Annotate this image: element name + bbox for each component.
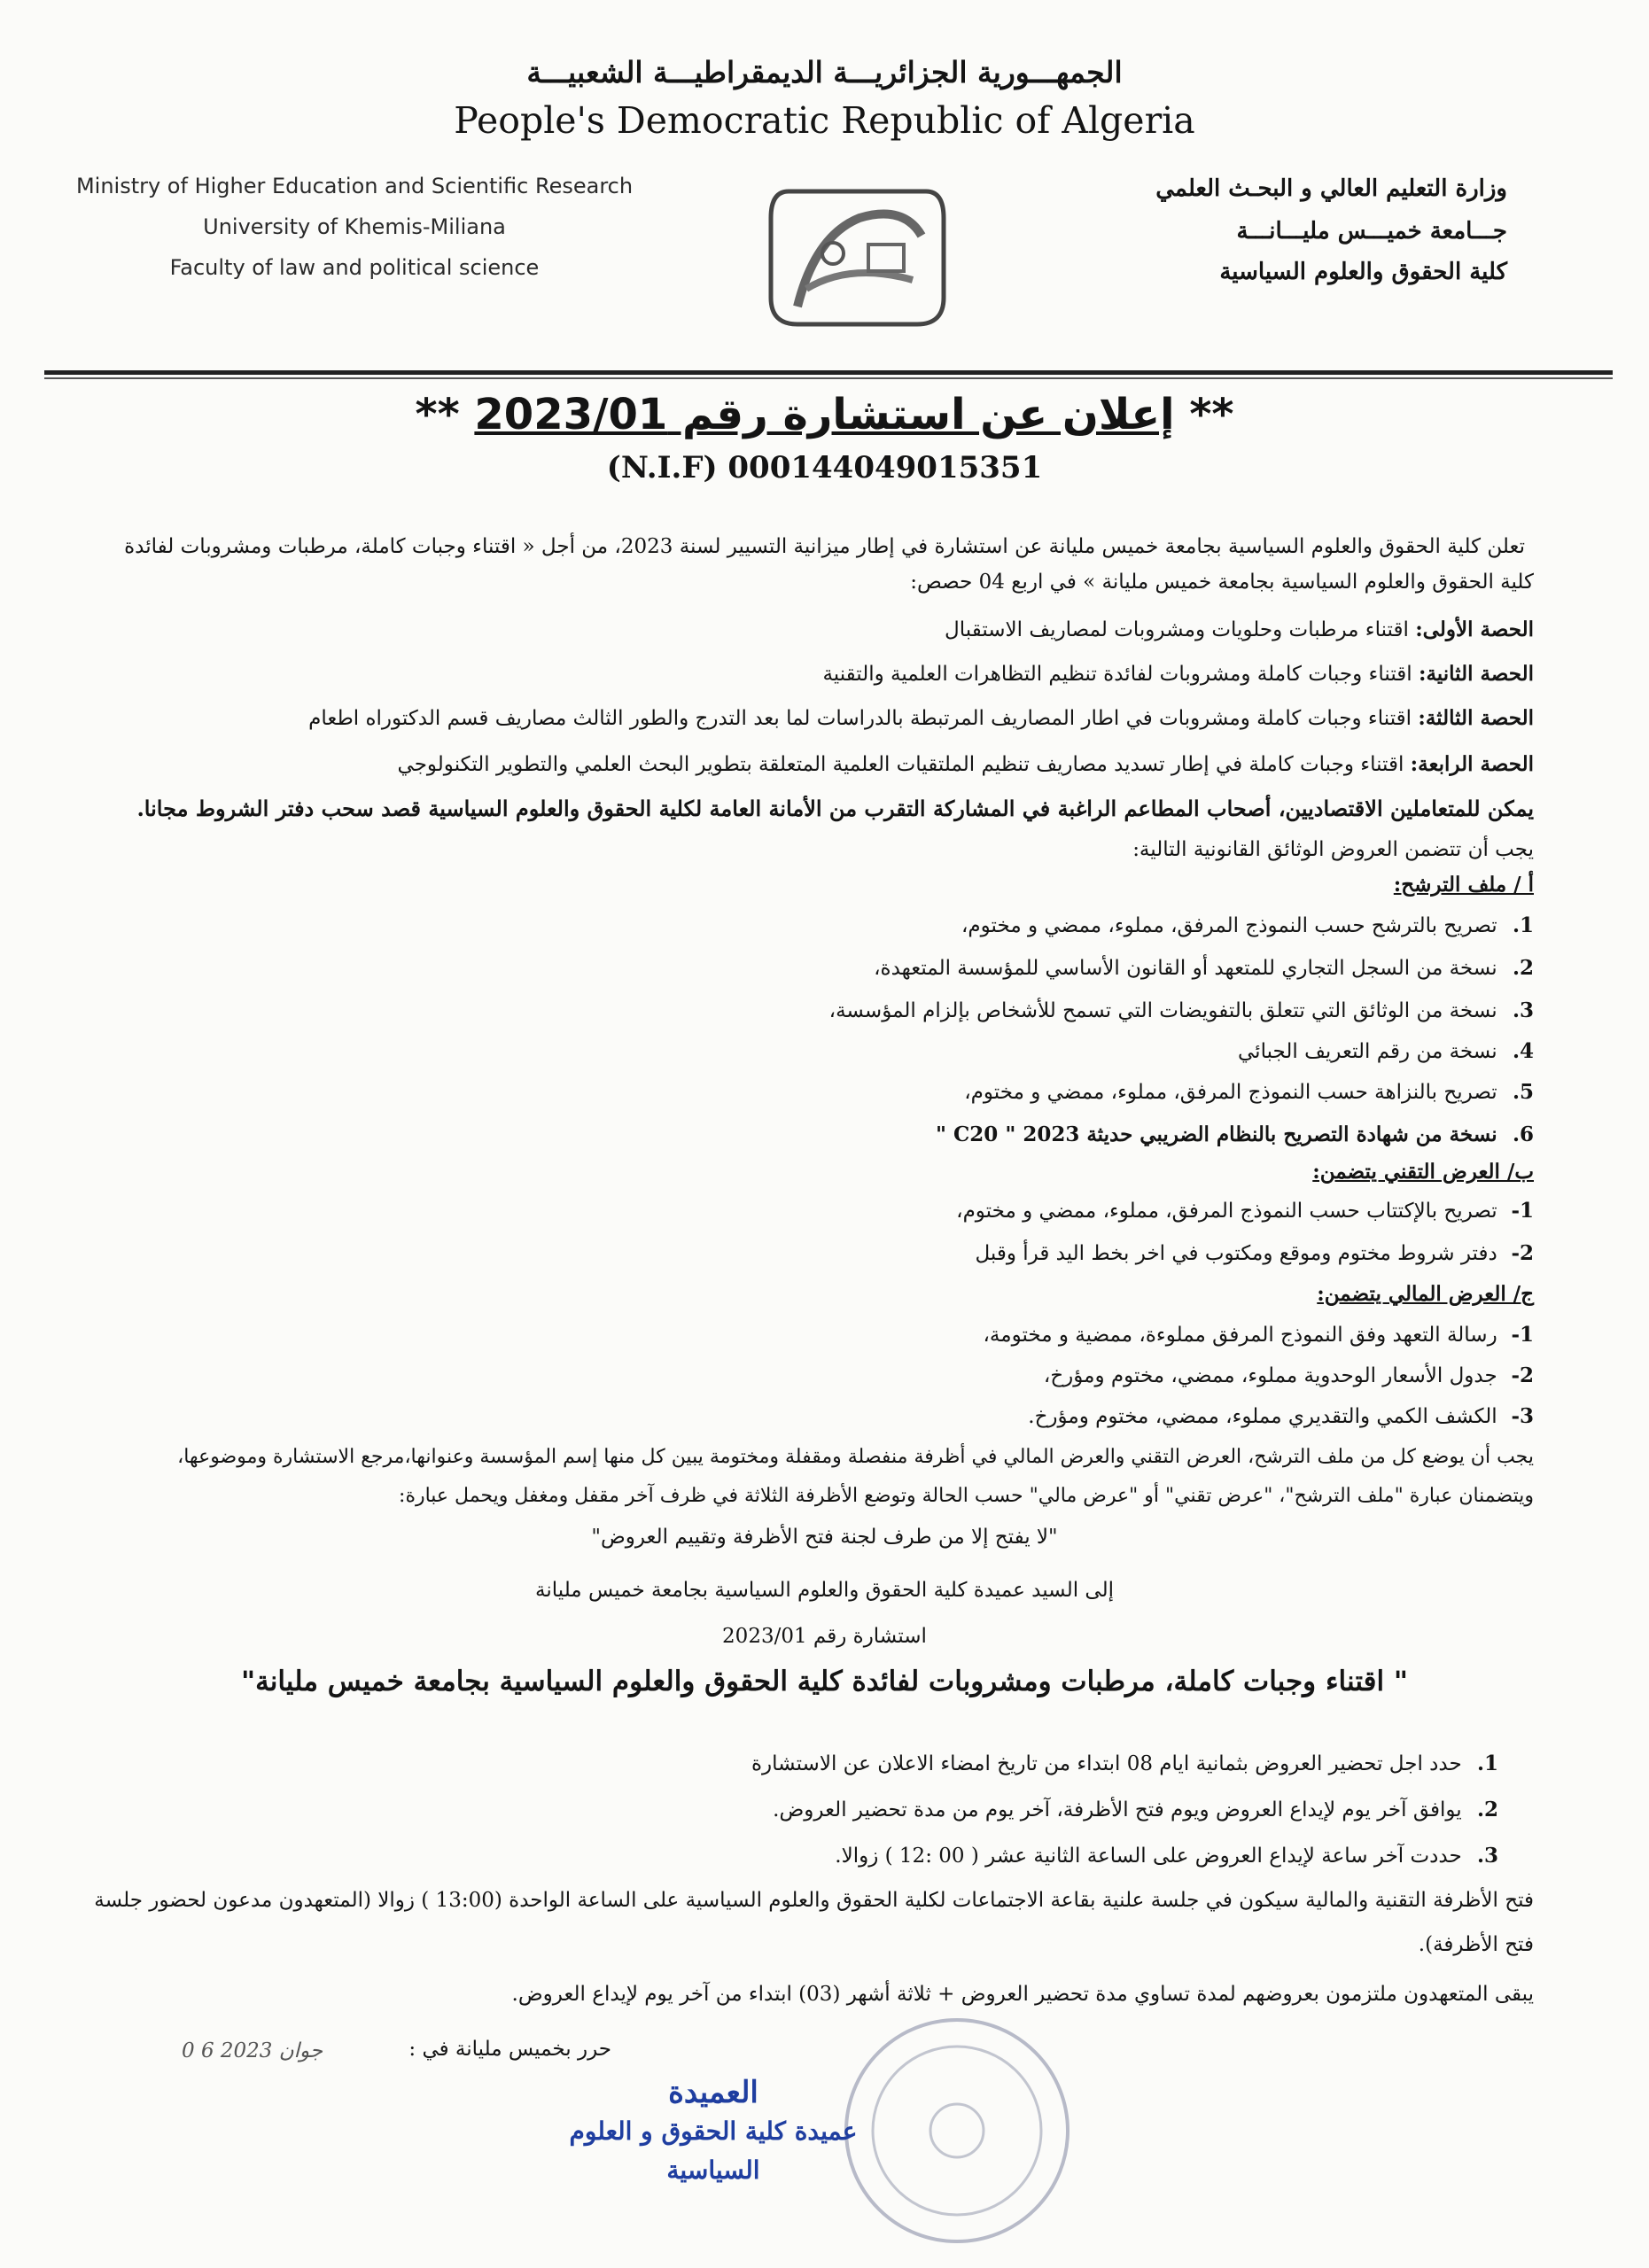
announcement-title: ** إعلان عن استشارة رقم 2023/01 ** — [415, 390, 1234, 439]
envelopes-line-2: ويتضمنان عبارة "ملف الترشح"، "عرض تقني" أو "عرض مالي" حسب الحالة وتوضع الأظرفة الثلاثة في ظرف آخر مقفل ومغفل ويحمل عبارة: — [399, 1485, 1534, 1507]
section-c-item-2: 2- جدول الأسعار الوحدوية مملوء، ممضي، مختوم ومؤرخ، — [1043, 1363, 1534, 1387]
section-a-item-5: 5. تصريح بالنزاهة حسب النموذج المرفق، مملوء، ممضي و مختوم، — [964, 1080, 1534, 1104]
ministry-english: Ministry of Higher Education and Scientific Research — [75, 174, 634, 198]
envelope-addressee: إلى السيد عميدة كلية الحقوق والعلوم السياسية بجامعة خميس مليانة — [535, 1579, 1114, 1602]
section-a-item-6: 6. نسخة من شهادة التصريح بالنظام الضريبي حديثة 2023 " C20 " — [936, 1122, 1534, 1146]
ministry-arabic: وزارة التعليم العالي و البحـث العلمي — [1155, 175, 1507, 202]
section-c-item-1: 1- رسالة التعهد وفق النموذج المرفق مملوءة، ممضية و مختومة، — [983, 1323, 1534, 1347]
section-a-item-1: 1. تصريح بالترشح حسب النموذج المرفق، مملوء، ممضي و مختوم، — [961, 913, 1534, 937]
nif-number: (N.I.F) 000144049015351 — [606, 450, 1043, 485]
header-divider — [44, 370, 1613, 375]
deadline-3: 3. حددت آخر ساعة لإيداع العروض على الساعة الثانية عشر ( 00 :12 ) زوالا. — [835, 1844, 1498, 1868]
faculty-english: Faculty of law and political science — [169, 255, 540, 280]
header-divider-thin — [44, 377, 1613, 379]
opening-line-2: فتح الأظرفة). — [1418, 1933, 1534, 1956]
republic-english: People's Democratic Republic of Algeria — [454, 99, 1195, 142]
economic-operators-note: يمكن للمتعاملين الاقتصاديين، أصحاب المطاعم الراغبة في المشاركة التقرب من الأمانة العامة لكلية الحقوق والعلوم السياسية قصد سحب دفتر الشروط مجانا. — [136, 796, 1534, 821]
section-a-title: أ / ملف الترشح: — [1393, 873, 1534, 897]
republic-arabic: الجمهـــورية الجزائريـــة الديمقراطيـــة الشعبيـــة — [526, 55, 1123, 89]
university-logo-icon — [762, 183, 953, 333]
section-b-item-2: 2- دفتر شروط مختوم وموقع ومكتوب في اخر بخط اليد قرأ وقبل — [975, 1241, 1534, 1265]
intro-line-1: تعلن كلية الحقوق والعلوم السياسية بجامعة خميس مليانة عن استشارة في إطار ميزانية التسيير لسنة 2023، من أجل « اقتناء وجبات كاملة، مرطبات ومشروبات لفائدة — [124, 535, 1525, 558]
deadline-1: 1. حدد اجل تحضير العروض بثمانية ايام 08 ابتداء من تاريخ امضاء الاعلان عن الاستشارة — [751, 1751, 1498, 1775]
section-b-item-1: 1- تصريح بالإكتتاب حسب النموذج المرفق، مملوء، ممضي و مختوم، — [956, 1199, 1534, 1223]
signer-name: عميدة كلية الحقوق و العلوم السياسية — [569, 2117, 858, 2185]
lot-4: الحصة الرابعة: اقتناء وجبات كاملة في إطار تسديد مصاريف تنظيم الملتقيات العلمية المتعلقة بتطوير البحث العلمي والتطوير التكنولوجي — [397, 752, 1534, 776]
lot-1: الحصة الأولى: اقتناء مرطبات وحلويات ومشروبات لمصاريف الاستقبال — [945, 617, 1534, 641]
signer-title: العميدة — [668, 2075, 758, 2110]
envelopes-line-1: يجب أن يوضع كل من ملف الترشح، العرض التقني والعرض المالي في أظرفة منفصلة ومقفلة ومختومة يبين كل منها إسم المؤسسة وعنوانها،مرجع الاستشارة وموضوعها، — [177, 1446, 1534, 1468]
university-english: University of Khemis-Miliana — [203, 214, 506, 239]
signature-place: حرر بخميس مليانة في : — [408, 2038, 611, 2061]
section-c-title: ج/ العرض المالي يتضمن: — [1317, 1282, 1534, 1306]
envelope-quote: "لا يفتح إلا من طرف لجنة فتح الأظرفة وتقييم العروض" — [591, 1526, 1058, 1549]
envelope-reference: استشارة رقم 2023/01 — [722, 1625, 927, 1648]
lot-3: الحصة الثالثة: اقتناء وجبات كاملة ومشروبات في اطار المصاريف المرتبطة بالدراسات لما بعد التدرج والطور الثالث مصاريف قسم الدكتوراه اطعام — [308, 706, 1534, 730]
faculty-arabic: كلية الحقوق والعلوم السياسية — [1219, 259, 1507, 285]
university-arabic: جـــامعة خميـــس مليـــانـــة — [1236, 218, 1507, 245]
validity-note: يبقى المتعهدون ملتزمون بعروضهم لمدة تساوي مدة تحضير العروض + ثلاثة أشهر (03) ابتداء من آخر يوم لإيداع العروض. — [511, 1983, 1534, 2006]
documents-intro: يجب أن تتضمن العروض الوثائق القانونية التالية: — [1132, 838, 1534, 861]
signature-block — [567, 2073, 860, 2190]
official-stamp-icon — [824, 2011, 1090, 2250]
envelope-subject: " اقتناء وجبات كاملة، مرطبات ومشروبات لفائدة كلية الحقوق والعلوم السياسية بجامعة خميس مليانة" — [240, 1666, 1409, 1697]
intro-line-2: كلية الحقوق والعلوم السياسية بجامعة خميس مليانة » في اربع 04 حصص: — [910, 571, 1534, 594]
section-b-title: ب/ العرض التقني يتضمن: — [1312, 1160, 1534, 1184]
section-a-item-2: 2. نسخة من السجل التجاري للمتعهد أو القانون الأساسي للمؤسسة المتعهدة، — [874, 956, 1534, 980]
opening-line-1: فتح الأظرفة التقنية والمالية سيكون في جلسة علنية بقاعة الاجتماعات لكلية الحقوق والعلوم السياسية على الساعة الواحدة (13:00 ) زوالا (المتعهدون مدعون لحضور جلسة — [94, 1889, 1534, 1912]
section-a-item-4: 4. نسخة من رقم التعريف الجبائي — [1238, 1039, 1534, 1063]
lot-2: الحصة الثانية: اقتناء وجبات كاملة ومشروبات لفائدة تنظيم التظاهرات العلمية والتقنية — [822, 662, 1534, 686]
deadline-2: 2. يوافق آخر يوم لإيداع العروض ويوم فتح الأظرفة، آخر يوم من مدة تحضير العروض. — [773, 1798, 1498, 1821]
section-c-item-3: 3- الكشف الكمي والتقديري مملوء، ممضي، مختوم ومؤرخ. — [1028, 1404, 1534, 1428]
signature-date: 0 6 جوان 2023 — [182, 2039, 323, 2062]
section-a-item-3: 3. نسخة من الوثائق التي تتعلق بالتفويضات التي تسمح للأشخاص بإلزام المؤسسة، — [828, 998, 1534, 1022]
